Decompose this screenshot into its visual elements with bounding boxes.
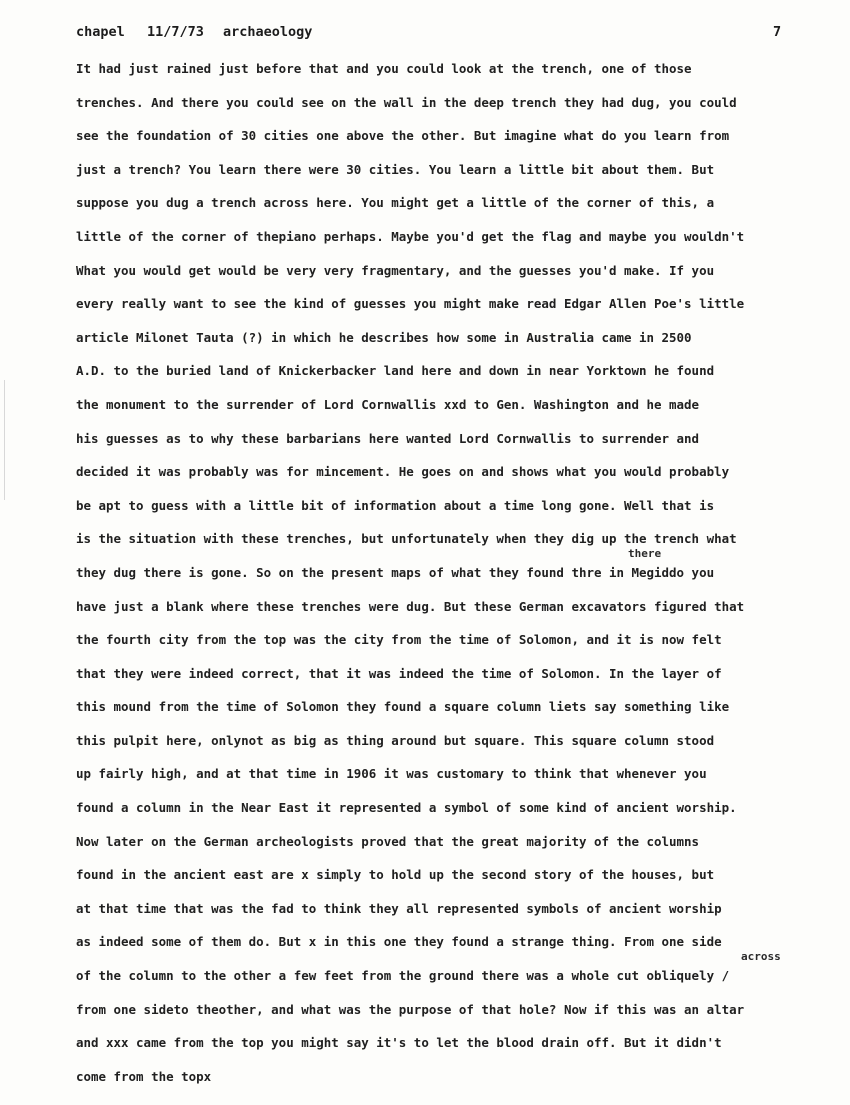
text-line-content: of the column to the other a few feet from the ground there was a whole cut obliquely / — [76, 968, 730, 984]
typed-text-body — [76, 58, 836, 1099]
text-line: have just a blank where these trenches were dug. But these German excavators figured that — [76, 598, 745, 614]
text-line: this mound from the time of Solomon they found a square column liets say something like — [76, 699, 730, 715]
text-line: A.D. to the buried land of Knickerbacker land here and down in near Yorktown he found — [76, 363, 715, 379]
header-date: 11/7/73 — [147, 24, 204, 40]
text-line: little of the corner of thepiano perhaps. Maybe you'd get the flag and maybe you wouldn't — [76, 228, 745, 244]
handwritten-insertion-across: across — [741, 950, 781, 964]
text-line: every really want to see the kind of guesses you might make read Edgar Allen Poe's little — [76, 296, 745, 312]
text-line: his guesses as to why these barbarians here wanted Lord Cornwallis to surrender and — [76, 430, 700, 446]
text-line-content: they dug there is gone. So on the present maps of what they found thre in Megiddo you — [76, 564, 715, 580]
text-line: at that time that was the fad to think they all represented symbols of ancient worship — [76, 900, 722, 916]
text-line-with-insertion — [76, 950, 836, 999]
handwritten-insertion-there: there — [628, 546, 662, 560]
header-chapel: chapel — [76, 24, 125, 40]
text-line: trenches. And there you could see on the wall in the deep trench they had dug, you could — [76, 94, 737, 110]
header-subject: archaeology — [223, 24, 313, 40]
text-line: just a trench? You learn there were 30 cities. You learn a little bit about them. But — [76, 161, 715, 177]
text-line: It had just rained just before that and you could look at the trench, one of those — [76, 61, 692, 76]
text-line: decided it was probably was for mincement. He goes on and shows what you would probably — [76, 464, 730, 480]
text-line: be apt to guess with a little bit of information about a time long gone. Well that is — [76, 497, 715, 513]
text-line: see the foundation of 30 cities one above the other. But imagine what do you learn from — [76, 128, 730, 144]
text-line: come from the topx — [76, 1068, 212, 1084]
text-line-with-insertion — [76, 546, 836, 596]
text-line: found a column in the Near East it represented a symbol of some kind of ancient worship. — [76, 800, 737, 816]
text-line: that they were indeed correct, that it was indeed the time of Solomon. In the layer of — [76, 665, 722, 681]
text-line: up fairly high, and at that time in 1906 it was customary to think that whenever you — [76, 766, 707, 782]
text-line: is the situation with these trenches, but unfortunately when they dig up the trench what — [76, 531, 737, 547]
text-line: and xxx came from the top you might say it's to let the blood drain off. But it didn't — [76, 1035, 722, 1051]
text-line: the fourth city from the top was the city from the time of Solomon, and it is now felt — [76, 632, 722, 648]
text-line: found in the ancient east are x simply to hold up the second story of the houses, but — [76, 867, 715, 883]
text-line: from one sideto theother, and what was the purpose of that hole? Now if this was an altar — [76, 1001, 745, 1017]
page-number: 7 — [773, 24, 782, 40]
text-line: as indeed some of them do. But x in this one they found a strange thing. From one side — [76, 934, 722, 950]
text-line: article Milonet Tauta (?) in which he describes how some in Australia came in 2500 — [76, 329, 692, 345]
text-line: this pulpit here, onlynot as big as thing around but square. This square column stood — [76, 732, 715, 748]
text-line: the monument to the surrender of Lord Cornwallis xxd to Gen. Washington and he made — [76, 396, 700, 412]
text-line: suppose you dug a trench across here. You might get a little of the corner of this, a — [76, 195, 715, 211]
page-header — [76, 24, 796, 46]
text-line: Now later on the German archeologists proved that the great majority of the columns — [76, 833, 700, 849]
page-edge-shadow — [4, 380, 5, 500]
text-line: What you would get would be very very fragmentary, and the guesses you'd make. If you — [76, 262, 715, 278]
